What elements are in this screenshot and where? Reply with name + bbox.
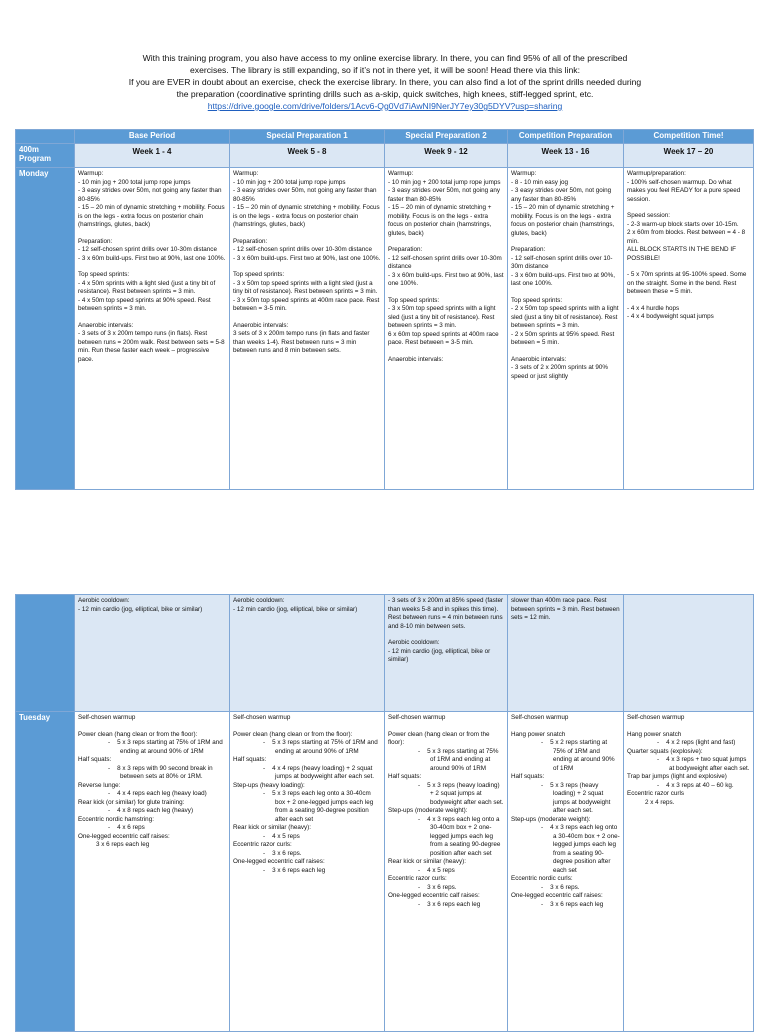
cell-line: - 3 x 60m build-ups. First two at 90%, last one 100%. — [511, 271, 615, 287]
spacer — [388, 723, 504, 731]
cell-line: - 12 min cardio (jog, elliptical, bike or similar) — [78, 605, 203, 613]
cell-line: - 12 min cardio (jog, elliptical, bike or similar) — [388, 647, 491, 663]
cell-line: - 15 – 20 min of dynamic stretching + mobility. Focus is on the legs - extra focus on posterior chain (hamstrings, glutes, back) — [78, 204, 225, 228]
cell-line: Hang power snatch — [627, 730, 682, 738]
cell-line: - 3 easy strides over 50m, not going any faster than 80-85% — [233, 187, 377, 203]
week-range: Week 1 - 4 — [75, 144, 230, 168]
cell-line: - 10 min jog + 200 total jump rope jumps — [78, 178, 191, 186]
cell-line: One-legged eccentric calf raises: — [511, 892, 603, 899]
cell-line: - 4 x 50m sprints with a light sled (just a tiny bit of resistance). Rest between sprints = 3 min. — [78, 279, 216, 295]
spacer — [511, 289, 620, 297]
cell-line: - 5 x 3 reps each leg onto a 30-40cm box + 2 one-legged jumps each leg from a seating 90-degree position after each set — [263, 790, 374, 823]
cell-line: Step-ups (moderate weight): — [511, 815, 591, 823]
cell-line: Self-chosen warmup — [233, 714, 291, 721]
cell-line: - 3 x 50m top speed sprints with a light sled (just a tiny bit of resistance). Rest between sprints = 3 min. — [388, 305, 496, 329]
cell-line: - 12 self-chosen sprint drills over 10-30m distance — [78, 246, 217, 253]
monday-cont-cell — [508, 595, 624, 712]
header-corner — [16, 130, 75, 144]
cell-line: Eccentric nordic hamstring: — [78, 815, 154, 823]
intro-line: If you are EVER in doubt about an exercise, check the exercise library. In there, you can also find a lot of the sprint drills needed during — [128, 77, 642, 87]
training-table-top — [15, 129, 754, 490]
cell-line: Anaerobic intervals: — [388, 355, 444, 363]
intro-line: the preparation (coordinative sprinting drills such as a-skip, quick switches, high knees, stiff-legged sprint, etc. — [176, 89, 594, 99]
cell-line: Warmup: — [388, 170, 414, 177]
monday-cont-cell — [230, 595, 385, 712]
cell-line: - 4 x 4 reps each leg (heavy load) — [108, 790, 207, 797]
spacer — [511, 723, 620, 731]
monday-cell — [75, 168, 230, 490]
training-table-bottom — [15, 594, 754, 1032]
cell-line: - 8 x 3 reps with 90 second break in between sets at 80% or 1RM. — [108, 764, 213, 780]
monday-cell — [230, 168, 385, 490]
phase-header: Base Period — [75, 130, 230, 144]
cell-line: Reverse lunge: — [78, 781, 121, 789]
cell-line: - 3 sets of 2 x 200m sprints at 90% speed or just slightly — [511, 364, 608, 380]
cell-line: Aerobic cooldown: — [388, 639, 440, 646]
cell-line: Step-ups (heavy loading): — [233, 781, 305, 789]
cell-line: Trap bar jumps (light and explosive) — [627, 773, 727, 780]
cell-line: - 10 min jog + 200 total jump rope jumps — [233, 178, 346, 186]
cell-line: Anaerobic intervals: — [511, 355, 567, 363]
cell-line: 6 x 60m top speed sprints at 400m race pace. Rest between = 3-5 min. — [388, 330, 499, 346]
cell-line: - 5 x 3 reps starting at 75% of 1RM and ending at around 90% of 1RM — [418, 747, 499, 772]
cell-line: Eccentric razor curls — [627, 790, 685, 797]
cell-line: Step-ups (moderate weight): — [388, 807, 468, 814]
spacer — [511, 238, 620, 246]
cell-line: - 2 x 50m sprints at 95% speed. Rest between = 5 min. — [511, 330, 615, 346]
tuesday-cell — [624, 712, 754, 1032]
cell-line: - 4 x 8 reps each leg (heavy) — [108, 807, 194, 814]
cell-line: - 3 x 60m build-ups. First two at 90%, last one 100%. — [78, 254, 226, 262]
cell-line: - 3 x 6 reps. — [541, 883, 580, 891]
cell-line: Aerobic cooldown: — [78, 597, 130, 604]
cell-line: Half squats: — [388, 773, 422, 780]
cell-line: - 15 – 20 min of dynamic stretching + mobility. Focus is on the legs - extra focus on posterior chain (hamstrings, glutes, back) — [388, 204, 492, 237]
day-label-continued — [16, 595, 75, 712]
cell-line: Top speed sprints: — [233, 271, 285, 278]
cell-line: Eccentric razor curls: — [233, 841, 292, 848]
intro-line: With this training program, you also have access to my online exercise library. In there, you can find 95% of all of the prescribed — [142, 53, 628, 63]
cell-line: - 5 x 3 reps starting at 75% of 1RM and ending at around 90% of 1RM — [263, 739, 378, 755]
cell-line: Eccentric nordic curls: — [511, 875, 573, 882]
week-range: Week 9 - 12 — [385, 144, 508, 168]
cell-line: Warmup: — [78, 170, 104, 177]
cell-line: - 4 x 6 reps — [108, 824, 145, 831]
exercise-library-link[interactable]: https://drive.google.com/drive/folders/1Acv6-Qg0Vd7iAwNI9NerJY7ey30g5DYV?usp=sharing — [207, 101, 563, 111]
cell-line: - 15 – 20 min of dynamic stretching + mobility. Focus is on the legs - extra focus on posterior chain (hamstrings, glutes, back) — [233, 204, 380, 228]
spacer — [627, 297, 750, 305]
week-range: Week 17 – 20 — [624, 144, 754, 168]
cell-line: - 12 self-chosen sprint drills over 10-30m distance — [233, 246, 372, 253]
day-label-monday: Monday — [16, 168, 75, 490]
cell-line: Eccentric razor curls: — [388, 875, 447, 882]
cell-line: One-legged eccentric calf raises: — [78, 832, 170, 840]
cell-line: 2 x 4 reps. — [645, 798, 675, 806]
cell-line: Speed session: — [627, 212, 671, 219]
spacer — [388, 289, 504, 297]
cell-line: Top speed sprints: — [388, 296, 440, 304]
cell-line: - 3 x 60m build-ups. First two at 90%, last one 100%. — [233, 254, 381, 262]
cell-line: Warmup: — [233, 170, 259, 177]
cell-line: Rear kick or similar (heavy): — [233, 824, 312, 831]
cell-line: 3 sets of 3 x 200m tempo runs (in flats and faster than weeks 1-4). Rest between runs = 3 min between runs and 8 min between sets. — [233, 330, 370, 354]
cell-line: - 4 x 3 reps each leg onto a 30-40cm box + 2 one-legged jumps each leg from a seating 90-degree position after each set — [541, 824, 620, 874]
monday-cont-cell — [624, 595, 754, 712]
cell-line: Self-chosen warmup — [511, 714, 569, 721]
cell-line: - 5 x 2 reps starting at 75% of 1RM and ending at around 90% of 1RM — [541, 739, 615, 772]
cell-line: - 12 min cardio (jog, elliptical, bike or similar) — [233, 605, 358, 613]
cell-line: - 12 self-chosen sprint drills over 10-30m distance — [388, 254, 502, 270]
tuesday-cell — [508, 712, 624, 1032]
tuesday-cell — [230, 712, 385, 1032]
cell-line: - 2 x 50m top speed sprints with a light sled (just a tiny bit of resistance). Rest between sprints = 3 min. — [511, 305, 619, 329]
intro-text — [40, 52, 730, 112]
cell-line: - 12 self-chosen sprint drills over 10-30m distance — [511, 254, 613, 270]
cell-line: Preparation: — [78, 237, 113, 245]
cell-line: ALL BLOCK STARTS IN THE BEND IF POSSIBLE! — [627, 246, 736, 262]
phase-header: Competition Preparation — [508, 130, 624, 144]
cell-line: - 2-3 warm-up block starts over 10-15m. — [627, 220, 739, 228]
cell-line: - 5 x 3 reps starting at 75% of 1RM and ending at around 90% of 1RM — [108, 739, 223, 755]
cell-line: Power clean (hang clean or from the floor): — [388, 730, 490, 746]
spacer — [627, 204, 750, 212]
cell-line: - 8 - 10 min easy jog — [511, 178, 569, 186]
cell-line: - 100% self-chosen warmup. Do what makes you feel READY for a pure speed session. — [627, 178, 741, 203]
week-range: Week 5 - 8 — [230, 144, 385, 168]
spacer — [627, 263, 750, 271]
spacer — [388, 348, 504, 356]
cell-line: Power clean (hang clean or from the floor): — [78, 730, 198, 738]
monday-cell — [624, 168, 754, 490]
cell-line: - 4 x 2 reps (light and fast) — [657, 739, 736, 746]
cell-line: Anaerobic intervals: — [233, 321, 289, 329]
cell-line: Rear kick or similar (heavy): — [388, 858, 467, 865]
cell-line: - 4 x 3 reps at 40 – 60 kg. — [657, 781, 734, 789]
cell-line: Top speed sprints: — [78, 271, 130, 278]
cell-line: - 5 x 70m sprints at 95-100% speed. Some on the straight. Some in the bend. Rest between these = 5 min. — [627, 271, 747, 295]
cell-line: - 3 easy strides over 50m, not going any faster than 80-85% — [511, 187, 612, 203]
phase-header: Special Preparation 1 — [230, 130, 385, 144]
cell-line: - 3 x 6 reps each leg — [541, 900, 604, 908]
week-range: Week 13 - 16 — [508, 144, 624, 168]
phase-header: Competition Time! — [624, 130, 754, 144]
cell-line: Self-chosen warmup — [78, 714, 136, 721]
cell-line: - 4 x 3 reps + two squat jumps at bodyweight after each set. — [657, 756, 750, 772]
spacer — [388, 238, 504, 246]
cell-line: - 3 x 60m build-ups. First two at 90%, last one 100%. — [388, 271, 504, 287]
cell-line: Anaerobic intervals: — [78, 321, 134, 329]
cell-line: Hang power snatch — [511, 730, 566, 738]
cell-line: - 4 x 3 reps each leg onto a 30-40cm box + 2 one-legged jumps each leg from a seating 90-degree position after each set — [418, 815, 501, 857]
spacer — [78, 314, 226, 322]
cell-line: - 3 easy strides over 50m, not going any faster than 80-85% — [78, 187, 222, 203]
cell-line: - 3 x 6 reps. — [418, 883, 457, 891]
cell-line: - 4 x 5 reps — [418, 866, 455, 874]
monday-cont-cell — [75, 595, 230, 712]
spacer — [233, 723, 381, 731]
cell-line: Preparation: — [511, 246, 546, 253]
tuesday-cell — [385, 712, 508, 1032]
cell-line: slower than 400m race pace. Rest between sprints = 3 min. Rest between sets = 12 min. — [511, 597, 620, 621]
cell-line: - 3 sets of 3 x 200m tempo runs (in flats). Rest between runs = 200m walk. Rest between sets = 5-8 min. Run these faster each week – progressive pace. — [78, 330, 225, 363]
cell-line: Preparation: — [233, 237, 268, 245]
spacer — [233, 230, 381, 238]
program-label: 400m Program — [16, 144, 75, 168]
spacer — [627, 723, 750, 731]
cell-line: - 5 x 3 reps (heavy loading) + 2 squat jumps at bodyweight after each set. — [541, 781, 611, 814]
spacer — [388, 631, 504, 639]
cell-line: Preparation: — [388, 246, 423, 253]
cell-line: - 3 sets of 3 x 200m at 85% speed (faster than weeks 5-8 and in spikes this time). Rest between runs = 4 min between runs and 8-10 min between sets. — [388, 597, 504, 630]
cell-line: One-legged eccentric calf raises: — [388, 892, 480, 899]
cell-line: Rear kick (or similar) for glute training: — [78, 798, 185, 806]
cell-line: Half squats: — [78, 756, 112, 763]
cell-line: - 15 – 20 min of dynamic stretching + mobility. Focus is on the legs - extra focus on posterior chain (hamstrings, glutes, back) — [511, 204, 615, 237]
phase-header: Special Preparation 2 — [385, 130, 508, 144]
cell-line: Power clean (hang clean or from the floor): — [233, 730, 353, 738]
cell-line: - 4 x 50m top speed sprints at 90% speed. Rest between sprints = 3 min. — [78, 296, 211, 312]
intro-line: exercises. The library is still expanding, so if it’s not in there yet, it will be soon! Head there via this link: — [190, 65, 580, 75]
cell-line: - 3 x 6 reps. — [263, 849, 302, 857]
cell-line: - 3 x 50m top speed sprints at 400m race pace. Rest between = 3-5 min. — [233, 296, 380, 312]
cell-line: Half squats: — [233, 756, 267, 763]
spacer — [233, 263, 381, 271]
cell-line: 3 x 6 reps each leg — [96, 841, 150, 848]
tuesday-cell — [75, 712, 230, 1032]
cell-line: - 4 x 4 bodyweight squat jumps — [627, 313, 714, 320]
spacer — [511, 348, 620, 356]
cell-line: - 5 x 3 reps (heavy loading) + 2 squat jumps at bodyweight after each set. — [418, 781, 504, 806]
cell-line: - 4 x 5 reps — [263, 832, 300, 840]
cell-line: Quarter squats (explosive): — [627, 747, 703, 755]
cell-line: Top speed sprints: — [511, 296, 563, 304]
monday-cell — [385, 168, 508, 490]
cell-line: Aerobic cooldown: — [233, 597, 285, 604]
spacer — [78, 723, 226, 731]
spacer — [78, 230, 226, 238]
cell-line: Warmup: — [511, 170, 537, 177]
cell-line: - 4 x 4 reps (heavy loading) + 2 squat jumps at bodyweight after each set. — [263, 764, 375, 780]
cell-line: - 4 x 4 hurdle hops — [627, 304, 680, 312]
spacer — [233, 314, 381, 322]
cell-line: - 10 min jog + 200 total jump rope jumps — [388, 178, 501, 186]
cell-line: Self-chosen warmup — [388, 714, 446, 721]
monday-cell — [508, 168, 624, 490]
day-label-tuesday: Tuesday — [16, 712, 75, 1032]
spacer — [78, 263, 226, 271]
cell-line: 2 x 60m from blocks. Rest between = 4 - 8 min. — [627, 229, 746, 245]
cell-line: One-legged eccentric calf raises: — [233, 858, 325, 865]
cell-line: Self-chosen warmup — [627, 714, 685, 721]
cell-line: - 3 x 6 reps each leg — [263, 866, 326, 874]
cell-line: - 3 easy strides over 50m, not going any faster than 80-85% — [388, 187, 501, 203]
cell-line: Half squats: — [511, 773, 545, 780]
cell-line: - 3 x 6 reps each leg — [418, 900, 481, 908]
monday-cont-cell — [385, 595, 508, 712]
cell-line: Warmup/preparation: — [627, 170, 686, 177]
cell-line: - 3 x 50m top speed sprints with a light sled (just a tiny bit of resistance). Rest between sprints = 3 min. — [233, 279, 378, 295]
